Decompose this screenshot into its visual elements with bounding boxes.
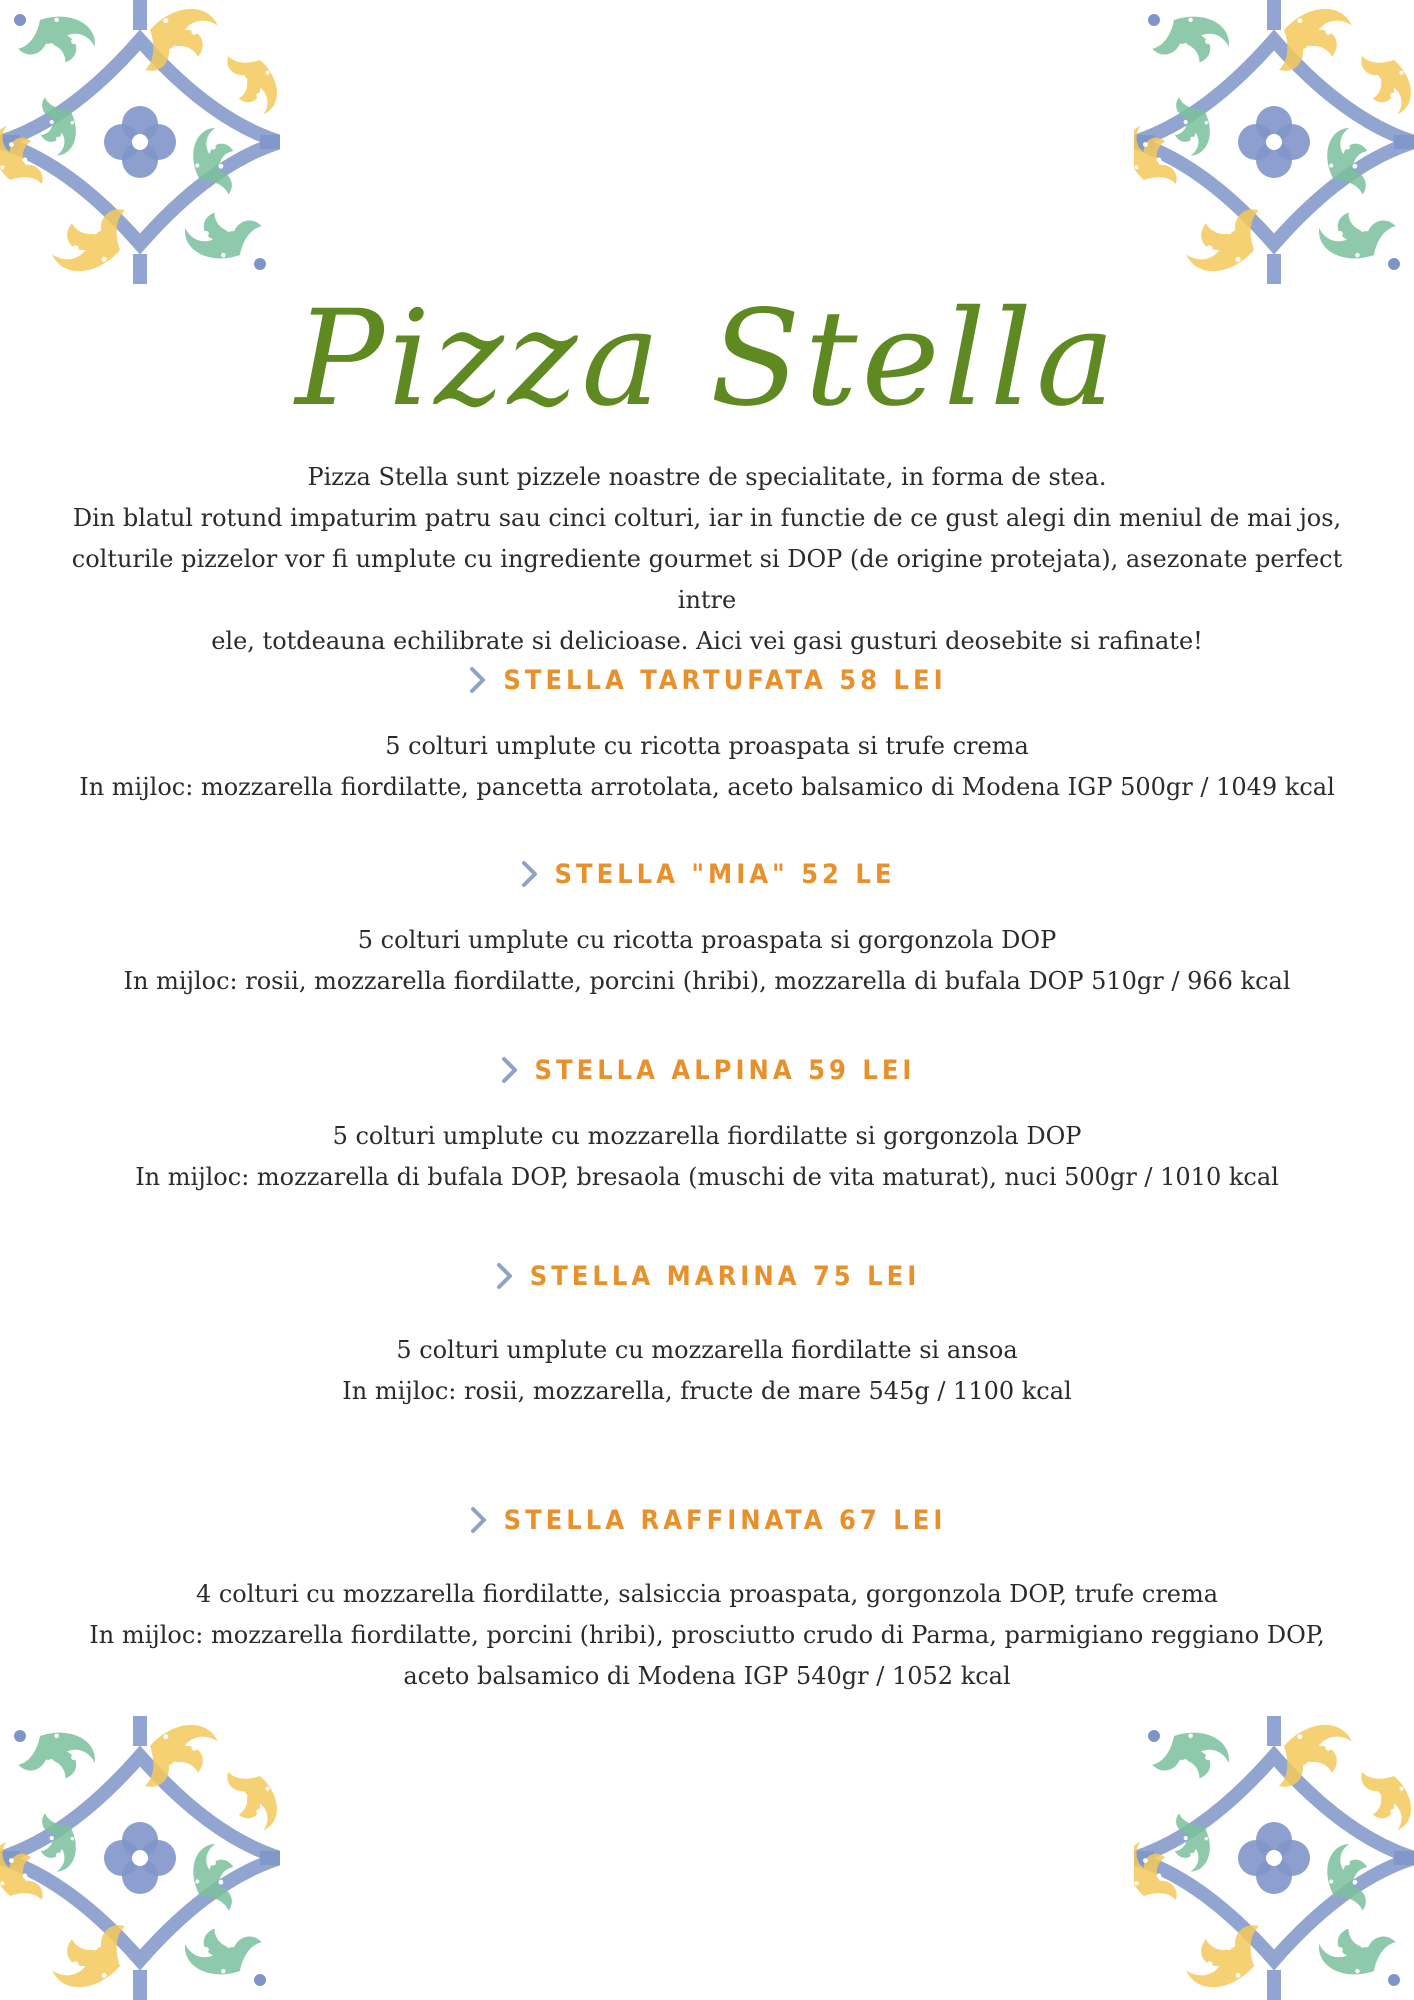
menu-item-name: STELLA RAFFINATA 67 LEI <box>503 1504 947 1536</box>
menu-item <box>0 1256 1414 1412</box>
menu-item <box>0 1050 1414 1198</box>
intro-line: ele, totdeauna echilibrate si delicioase. Aici vei gasi gusturi deosebite si rafinate! <box>211 627 1203 655</box>
intro-text <box>60 457 1354 662</box>
menu-item-name: STELLA MARINA 75 LEI <box>529 1260 921 1292</box>
menu-item <box>0 1500 1414 1697</box>
menu-item-name: STELLA TARTUFATA 58 LEI <box>503 664 947 696</box>
majolica-tile-icon <box>1134 1716 1414 2000</box>
majolica-tile-icon <box>0 0 280 284</box>
menu-item-description: 5 colturi umplute cu mozzarella fiordilatte si gorgonzola DOP <box>332 1122 1082 1150</box>
menu-item-description: 5 colturi umplute cu ricotta proaspata si gorgonzola DOP <box>357 926 1057 954</box>
menu-item-description: In mijloc: mozzarella fiordilatte, porcini (hribi), prosciutto crudo di Parma, parmigiano reggiano DOP, <box>89 1621 1325 1649</box>
intro-line: Din blatul rotund impaturim patru sau cinci colturi, iar in functie de ce gust alegi din meniul de mai jos, <box>72 504 1342 532</box>
menu-item-description: 5 colturi umplute cu mozzarella fiordilatte si ansoa <box>396 1336 1018 1364</box>
chevron-right-icon <box>468 1504 490 1536</box>
chevron-right-icon <box>467 664 489 696</box>
menu-item-description: aceto balsamico di Modena IGP 540gr / 1052 kcal <box>403 1662 1011 1690</box>
menu-item <box>0 660 1414 808</box>
menu-item-description: 4 colturi cu mozzarella fiordilatte, salsiccia proaspata, gorgonzola DOP, trufe crema <box>195 1580 1219 1608</box>
menu-item-description: 5 colturi umplute cu ricotta proaspata si trufe crema <box>385 732 1029 760</box>
menu-item <box>0 854 1414 1002</box>
menu-item-name: STELLA ALPINA 59 LEI <box>534 1054 916 1086</box>
chevron-right-icon <box>494 1260 516 1292</box>
menu-item-description: In mijloc: rosii, mozzarella, fructe de mare 545g / 1100 kcal <box>342 1377 1072 1405</box>
majolica-tile-icon <box>1134 0 1414 284</box>
menu-item-description: In mijloc: rosii, mozzarella fiordilatte, porcini (hribi), mozzarella di bufala DOP 510gr / 966 kcal <box>123 967 1291 995</box>
intro-line: colturile pizzelor vor fi umplute cu ingrediente gourmet si DOP (de origine protejata), asezonate perfect intre <box>71 545 1343 614</box>
majolica-tile-icon <box>0 1716 280 2000</box>
menu-item-description: In mijloc: mozzarella di bufala DOP, bresaola (muschi de vita maturat), nuci 500gr / 1010 kcal <box>135 1163 1279 1191</box>
chevron-right-icon <box>519 858 541 890</box>
menu-item-name: STELLA "MIA" 52 LE <box>554 858 896 890</box>
page-title: Pizza Stella <box>295 282 1119 437</box>
chevron-right-icon <box>499 1054 521 1086</box>
intro-line: Pizza Stella sunt pizzele noastre de specialitate, in forma de stea. <box>307 463 1107 491</box>
menu-item-description: In mijloc: mozzarella fiordilatte, pancetta arrotolata, aceto balsamico di Modena IGP 500gr / 1049 kcal <box>79 773 1335 801</box>
